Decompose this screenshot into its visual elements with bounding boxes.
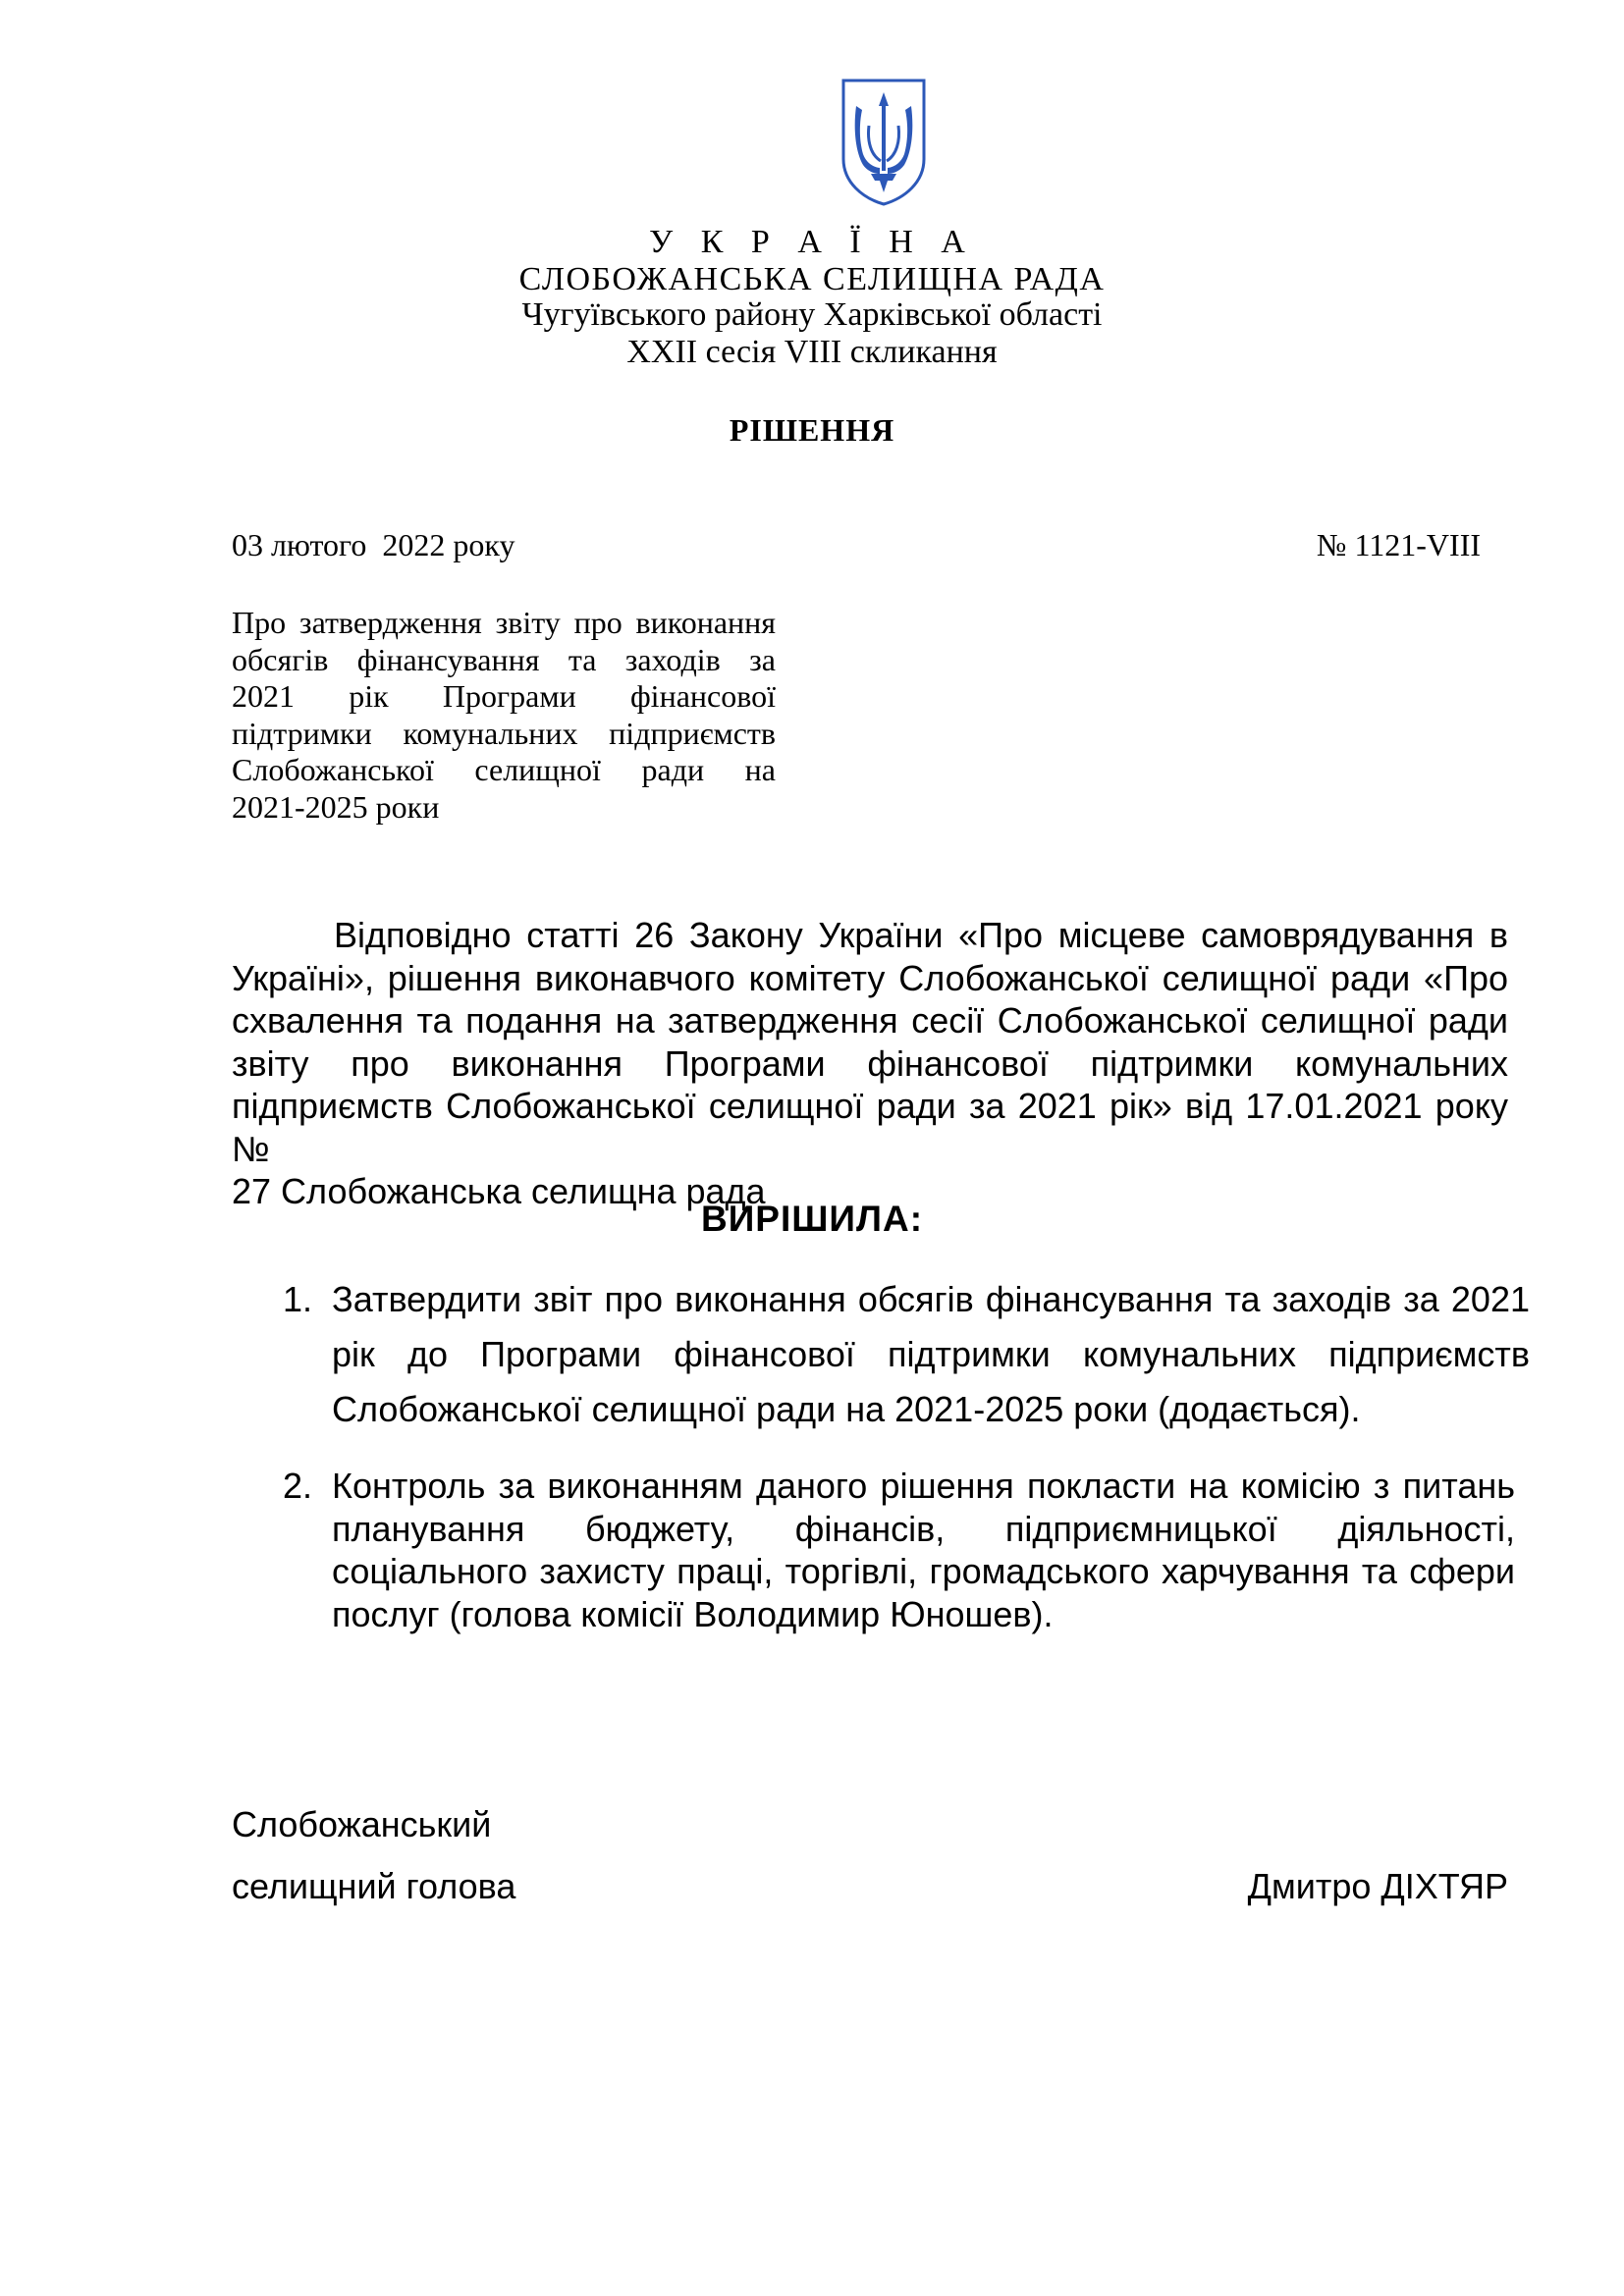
preamble-line: Україні», рішення виконавчого комітету Слобожанської селищної ради «Про <box>232 957 1508 998</box>
item-line: Слобожанської селищної ради на 2021-2025 роки (додається). <box>332 1389 1361 1429</box>
document-type: РІШЕННЯ <box>729 412 895 448</box>
item-line: рік до Програми фінансової підтримки комунальних підприємств <box>332 1334 1530 1374</box>
item-text <box>332 1272 1530 1437</box>
item-number: 1. <box>283 1279 313 1319</box>
resolved-heading: ВИРІШИЛА: <box>700 1199 924 1239</box>
subject-line: Слобожанської селищної ради на <box>232 752 776 787</box>
preamble-line: Відповідно статті 26 Закону України «Про місцеве самоврядування в <box>334 915 1508 955</box>
preamble-line: звіту про виконання Програми фінансової підтримки комунальних <box>232 1042 1508 1084</box>
signatory-name: Дмитро ДІХТЯР <box>1247 1866 1508 1906</box>
session-info: XXII сесія VIII скликання <box>626 334 998 370</box>
subject-line: підтримки комунальних підприємств <box>232 715 776 751</box>
decision-date: 03 лютого 2022 року <box>232 527 515 562</box>
preamble-line: 27 Слобожанська селищна рада <box>232 1171 766 1211</box>
signatory-role: селищний голова <box>232 1866 516 1906</box>
subject-line: 2021-2025 роки <box>232 788 440 825</box>
item-line: Контроль за виконанням даного рішення покласти на комісію з питань <box>332 1466 1515 1506</box>
preamble-line: підприємств Слобожанської селищної ради за 2021 рік» від 17.01.2021 року № <box>232 1086 1508 1169</box>
item-number: 2. <box>283 1466 313 1506</box>
decision-subject <box>232 605 776 826</box>
item-line: планування бюджету, фінансів, підприємницької діяльності, <box>332 1508 1515 1549</box>
ukraine-trident-coat-of-arms-icon <box>839 77 928 208</box>
item-line: соціального захисту праці, торгівлі, громадського харчування та сфери <box>332 1551 1515 1591</box>
preamble-line: схвалення та подання на затвердження сесії Слобожанської селищної ради <box>232 1000 1508 1041</box>
item-line: Затвердити звіт про виконання обсягів фінансування та заходів за 2021 <box>332 1279 1530 1319</box>
subject-line: 2021 рік Програми фінансової <box>232 678 776 714</box>
item-text <box>332 1465 1515 1635</box>
preamble-paragraph <box>232 914 1508 1213</box>
signatory-organization: Слобожанський <box>232 1804 492 1844</box>
district-name: Чугуївського району Харківської області <box>521 296 1103 333</box>
subject-line: обсягів фінансування та заходів за <box>232 641 776 677</box>
decision-number: № 1121-VIII <box>1316 527 1481 562</box>
council-name: СЛОБОЖАНСЬКА СЕЛИЩНА РАДА <box>518 261 1106 297</box>
subject-line: Про затвердження звіту про виконання <box>232 605 776 640</box>
country-title: У К Р А Ї Н А <box>649 224 975 260</box>
item-line: послуг (голова комісії Володимир Юношев). <box>332 1593 1054 1634</box>
